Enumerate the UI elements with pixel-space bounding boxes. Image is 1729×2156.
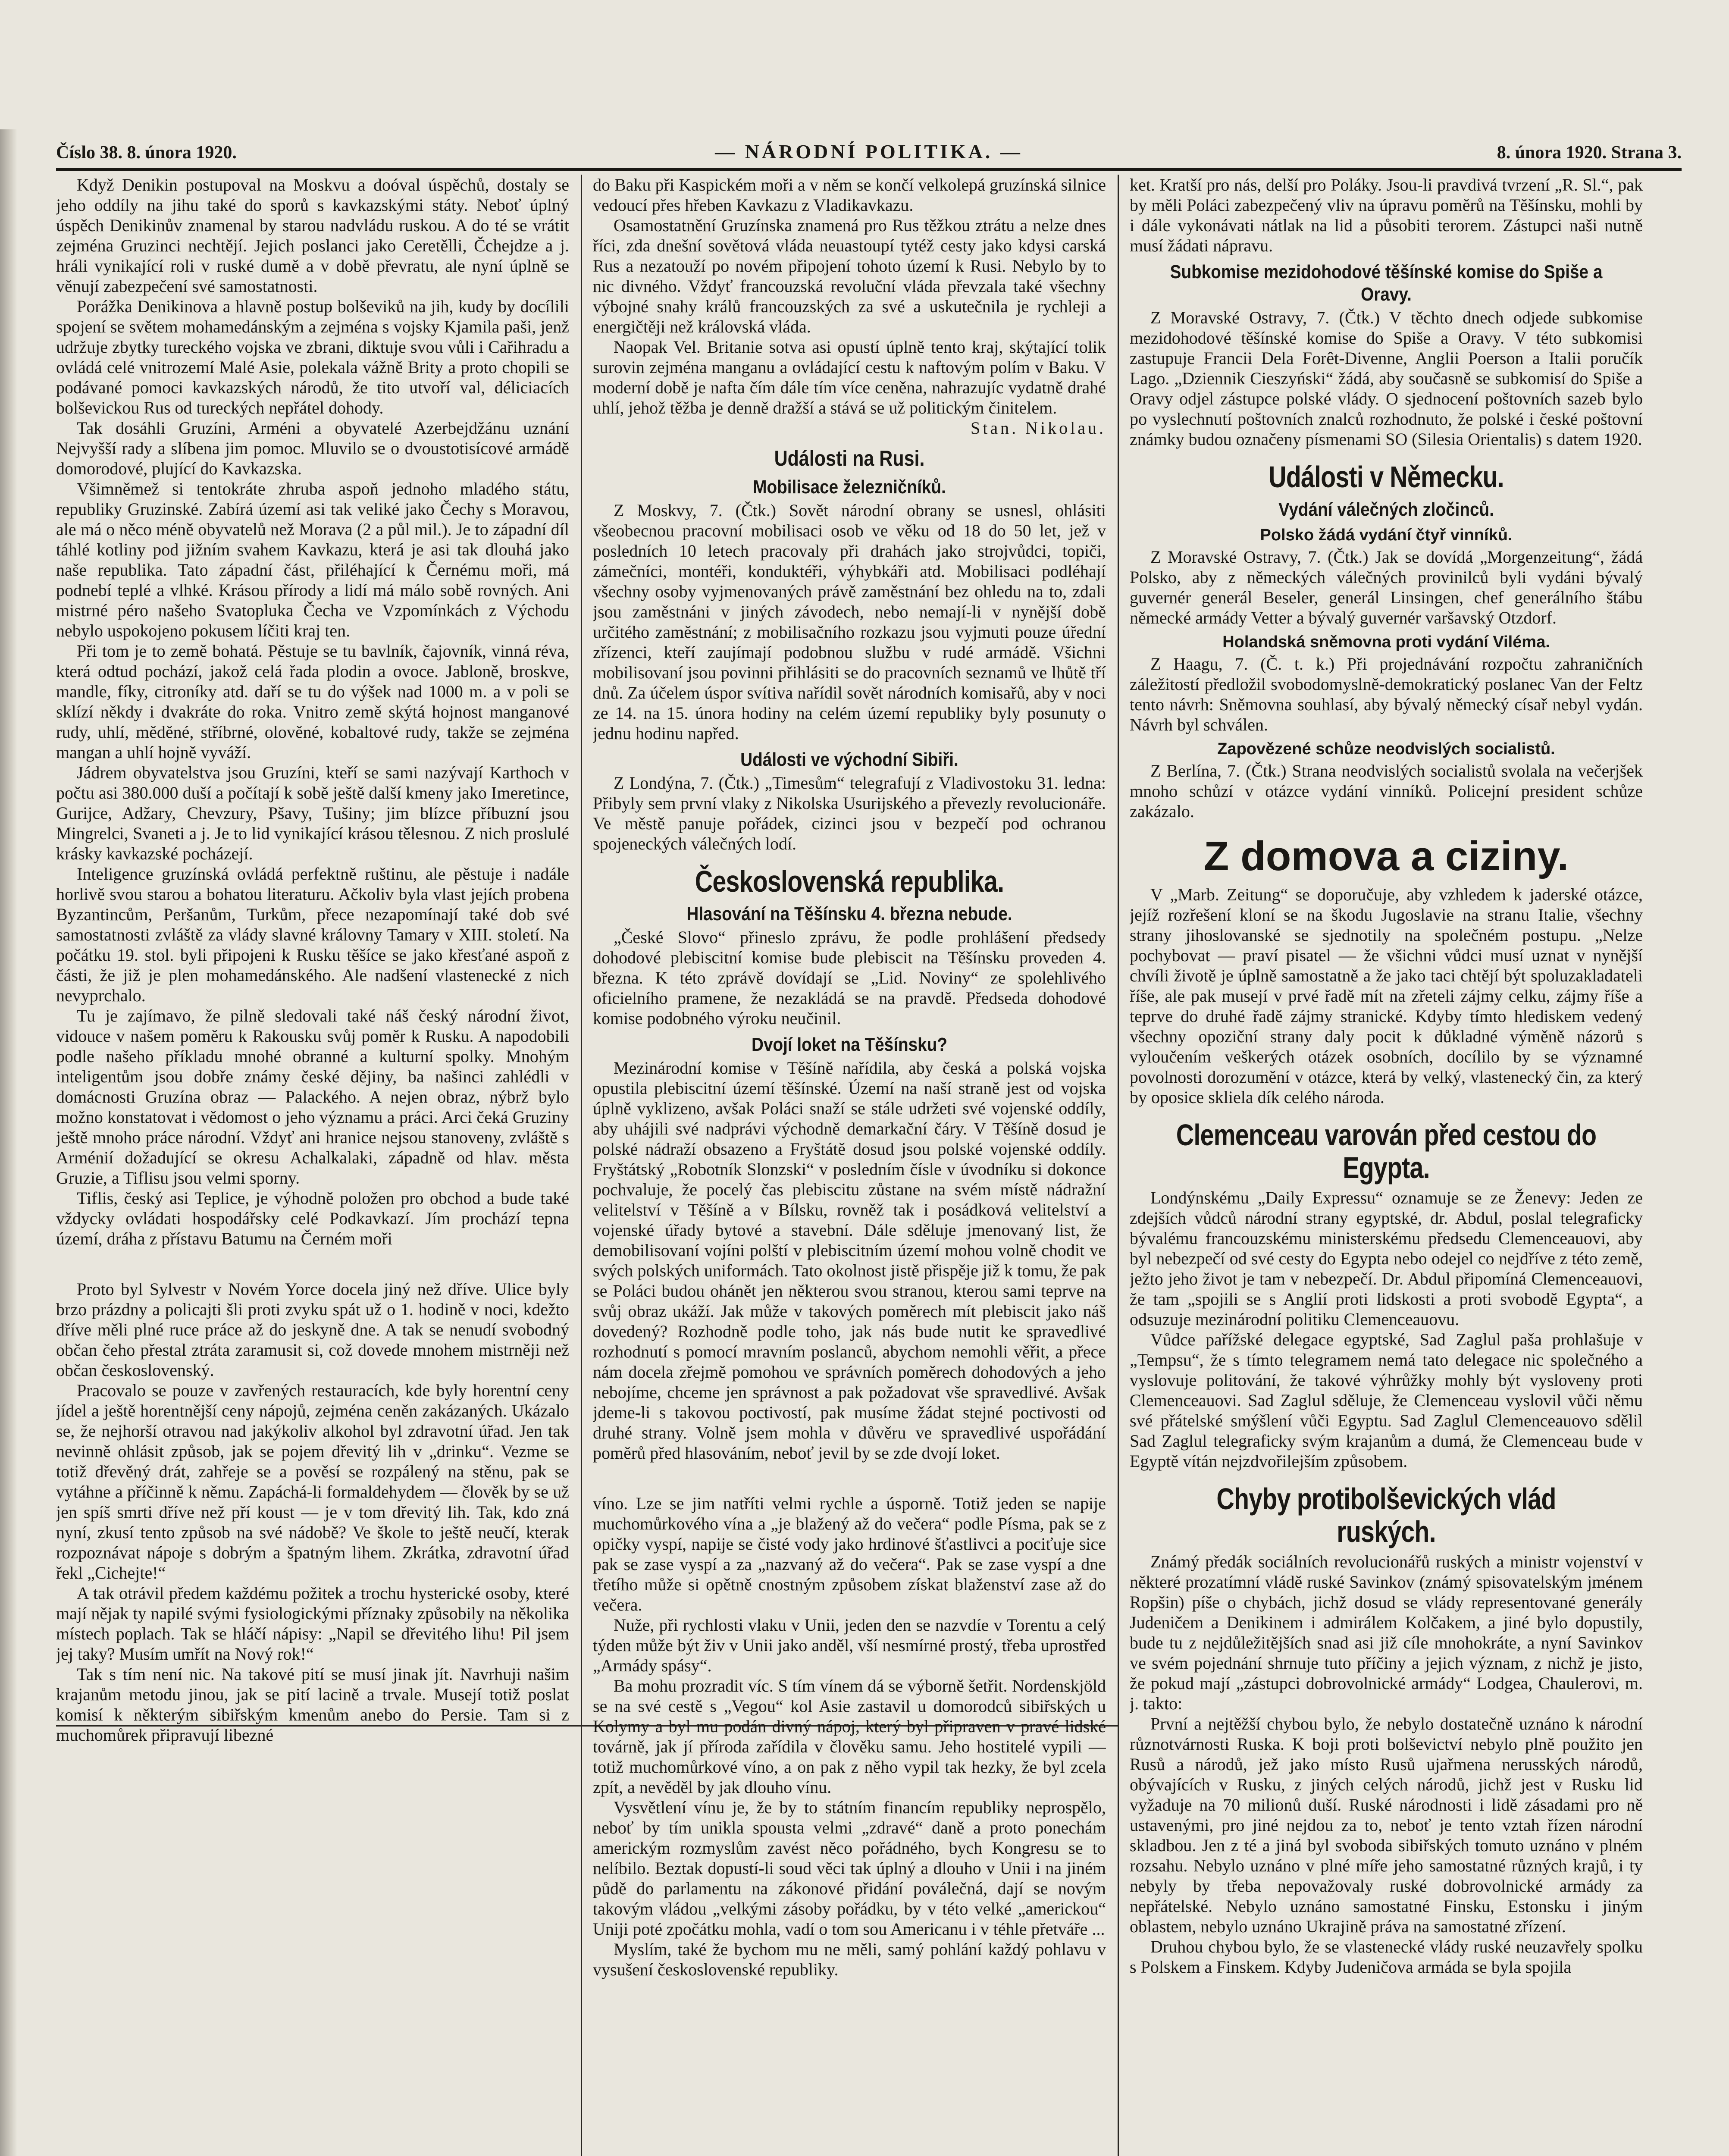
author-signature: Stan. Nikolau. [971, 418, 1106, 438]
feuilleton-paragraph: Nuže, při rychlosti vlaku v Unii, jeden den se nazvdíe v Torentu a celý týden může být živ v Unii jako anděl, vší nesmírné prostý, třeba uprostřed „Armády spásy“. [593, 1615, 1106, 1675]
article-heading: Události ve východní Sibiři. [740, 749, 958, 770]
article-paragraph: V „Marb. Zeitung“ se doporučuje, aby vzhledem k jaderské otázce, jejíž rozřešení kloní se na škodu Jugoslavie na stranu Italie, všechny strany jihoslovanské se sjednotily na společném postupu. „Nelze pochybovat — praví pisatel — že všichni vůdci musí uznat v nynější chvíli životě je úplně samostatně a že jako taci chtějí být spoluzakladateli říše, ale pak musejí v prvé řadě mít na zřeteli zájmy celku, zájmy říše a teprve do druhé řadě zájmy stranické. Kdyby tímto hlediskem vedený všechny opoziční strany daly pocit k důkladné výměně názorů s vyloučením veškerých otázek osobních, docílilo by se významné povolnosti dorozumění v otázce, která by velký, vlastenecký čin, za který by oposice skliela dík celého národa. [1130, 885, 1643, 1107]
date-page: 8. února 1920. Strana 3. [1497, 143, 1682, 163]
article-paragraph: Z Londýna, 7. (Čtk.) „Timesům“ telegrafují z Vladivostoku 31. ledna: Přibyly sem první vlaky z Nikolska Usurijského a převezly revolucionáře. Ve městě panuje pořádek, cizinci jsou v bezpečí pod ochranou spojeneckých válečných lodí. [593, 773, 1106, 853]
article-paragraph: Z Moravské Ostravy, 7. (Čtk.) V těchto dnech odjede subkomise mezidohodové těšínské komise do Spiše a Oravy. V této subkomisi zastupuje Francii Dela Forêt-Divenne, Anglii Poerson a Italii poručík Lago. „Dziennik Cieszyński“ žádá, aby současně se subkomisí do Spiše a Oravy odjel zástupce polské vlády. O sjednocení poštovních sazeb bylo po vyslechnutí poštovních znalců rozhodnuto, že polské i české poštovní známky budou označeny písmenami SO (Silesia Orientalis) s datem 1920. [1130, 308, 1643, 449]
article-paragraph: Osamostatnění Gruzínska znamená pro Rus těžkou ztrátu a nelze dnes říci, zda dnešní sovětová vláda neuastoupí tytéž cesty jako kdysi carská Rus a nezatouží po novém připojení tohoto území k Rusi. Nebylo by to nic divného. Vždyť francouzská revoluční vláda převzala také všechny výbojné snahy králů francouzských za své a uskutečnila je rychleji a energičtěji než královská vláda. [593, 216, 1106, 336]
article-heading: Chyby protibolševických vlád ruských. [1216, 1482, 1556, 1548]
article-paragraph: Druhou chybou bylo, že se vlastenecké vlády ruské neuzavřely spolku s Polskem a Finskem. Kdyby Judeničova armáda se byla spojila [1130, 1937, 1643, 1977]
feuilleton-paragraph: A tak otrávil předem každému požitek a trochu hysterické osoby, které mají nějak ty napilé svými fysiologickými příznaky způsobily na několika místech poplach. Tak se hláčí nápisy: „Napil se dřevitého lihu! Pil jsem jej taky? Musím umřít na Nový rok!“ [56, 1583, 569, 1664]
article-heading: Dvojí loket na Těšínsku? [752, 1034, 947, 1055]
article-paragraph: Inteligence gruzínská ovládá perfektně ruštinu, ale pěstuje i nadále horlivě svou starou a bohatou literaturu. Ačkoliv byla vlast jejích probena Byzantincům, Peršanům, Turkům, přece nezapomínají také dob své samostatnosti zvláště za vlády slavné královny Tamary v XIII. století. Na počátku 19. stol. byli připojeni k Rusku těšíce se jako křesťané aspoň z části, že již je plen mohamedánského. Ale nadšení vlastenecké z nich nevyprchalo. [56, 864, 569, 1005]
article-paragraph: „České Slovo“ přineslo zprávu, že podle prohlášení předsedy dohodové plebiscitní komise bude plebiscit na Těšínsku proveden 4. března. K této zprávě dovídají se „Lid. Noviny“ ze spolehlivého oficielního pramene, že nezakládá se na pravdě. Předseda dohodové komise podobného výroku neučinil. [593, 928, 1106, 1028]
section-heading: Československá republika. [695, 865, 1004, 898]
article-paragraph: Z Haagu, 7. (Č. t. k.) Při projednávání rozpočtu zahraničních záležitostí předložil svobodomyslně-demokratický poslanec Van der Feltz tento návrh: Sněmovna souhlasí, aby bývalý německý císař nebyl vydán. Návrh byl schválen. [1130, 654, 1643, 734]
article-paragraph: Jádrem obyvatelstva jsou Gruzíni, kteří se sami nazývají Karthoch v počtu asi 380.000 duší a počítají k sobě ještě další kmeny jako Imeretince, Gurijce, Adžary, Chevzury, Pšavy, Tušiny; jim blízce příbuzní jsou Mingrelci, Svaneti a j. Je to lid vynikající krásou tělesnou. Z nich proslulé krásky kavkazské pocházejí. [56, 763, 569, 863]
article-paragraph: První a nejtěžší chybou bylo, že nebylo dostatečně uznáno k národní různotvárnosti Ruska. K boji proti bolševictví nebylo plně použito jen Rusů a národů, jež jako místo Rusů ujařmena nerusských národů, obývajících v Rusku, z jiných celých národů, jichž jest v Rusku lid vyžaduje na 70 milionů duší. Ruské národnosti i lidě zásadami pro ně ustavenými, pro jiné nejdou za to, neboť je tento vztah řízen národní skladbou. Jen z té a jiná byl svoboda sibiřských tomuto uznáno v plném rozsahu. Nebylo uznáno v plné míře jeho samostatné různých krajů, i ty nebyly by třeba nepovažovaly ruské dobrovolnické armády za nepřátelské. Nebylo uznáno samostatné Finsku, Estonsku i jiným oblastem, nebylo uznáno Ukrajině práva na samostatné zřízení. [1130, 1714, 1643, 1936]
article-heading: Vydání válečných zločinců. [1278, 499, 1494, 520]
newspaper-title: — NÁRODNÍ POLITIKA. — [715, 141, 1023, 163]
feuilleton-paragraph: Pracovalo se pouze v zavřených restauracích, kde byly horentní ceny jídel a ještě horentnější ceny nápojů, zejména ceněn zakázaných. Ukázalo se, že nejhorší otravou nad jakýkoliv alkohol byl zdravotní úřad. Jen tak nevinně ohlásit způsob, jak se pojem dřevitý lih v „drinku“. Vezme se totiž dřevěný drát, zahřeje se a pověsí se rozpálený na stěnu, pak se vytáhne a příčinně k němu. Zapáchá-li formaldehydem — člověk by se už jen spíš smrti dříve než pří koust — je v tom dřevitý lih. Tak, kdo zná nyní, zkusí tento způsob na své nádobě? Ve škole to ještě neučí, kterak rozpoznávat nápoje s dobrým a špatným lihem. Zkrátka, zdravotní úřad řekl „Cichejte!“ [56, 1381, 569, 1583]
column-3 [1130, 175, 1643, 2156]
section-heading: Události na Rusi. [774, 446, 925, 470]
article-heading: Hlasování na Těšínsku 4. března nebude. [686, 903, 1012, 924]
column-rule [1118, 175, 1119, 2156]
article-paragraph: Tak dosáhli Gruzíni, Arméni a obyvatelé Azerbejdžánu uznání Nejvyšší rady a slíbena jim pomoc. Mluvilo se o dvoustotisícové armádě domorodové, plující do Kavkazska. [56, 418, 569, 478]
article-heading: Mobilisace železničníků. [753, 476, 946, 498]
column-1 [56, 175, 569, 2156]
feuilleton-paragraph: Tak s tím není nic. Na takové pití se musí jinak jít. Navrhuji našim krajanům metodu jinou, jak se pití lacině a trvale. Musejí totiž poslat komisí k některým sibiřským kmenům anebo do Persie. Tam si z muchomůrek připravují libezné [56, 1664, 569, 1745]
article-paragraph: Z Berlína, 7. (Čtk.) Strana neodvislých socialistů svolala na večerjšek mnoho schůzí v otázce vydání vinníků. Policejní president schůze zakázalo. [1130, 761, 1643, 821]
article-subheading: Polsko žádá vydání čtyř vinníků. [1260, 526, 1513, 544]
article-paragraph: Při tom je to země bohatá. Pěstuje se tu bavlník, čajovník, vinná réva, která odtud pochází, jakož celá řada plodin a ovoce. Jabloně, broskve, mandle, fíky, citroníky atd. daří se tu do výšek nad 1000 m. a v poli se sklízí někdy i dvakráte do roka. Vnitro země skýtá hojnost manganové rudy, uhlí, měděné, stříbrné, olověné, kobaltové rudy, takže se zejména mangan a uhlí hojně vyváží. [56, 641, 569, 762]
article-paragraph: Mezinárodní komise v Těšíně nařídila, aby česká a polská vojska opustila plebiscitní území těšínské. Území na naší straně jest od vojska úplně vyklizeno, avšak Poláci snaží se stále udržeti své vojenské oddíly, aby uhájili své nadprávi východně demarkační čáry. V Těšíně dosud je polské nádraží obsazeno a Fryštátě dosud jsou polské vojenské oddíly. Fryštátský „Robotník Slonzski“ v posledním čísle v úvodníku si dokonce pochvaluje, že pocelý čas plebiscitu zůstane na svém místě nádražní velitelství v Těšíně a v Bílsku, rovněž tak i posádková velitelství a vojenské úřady bytové a stavební. Dále sděluje jmenovaný list, že demobilisovaní vojíni polští v plebiscitním území mohou volně chodit ve svých polských uniformách. Tato okolnost jistě přispěje již k tomu, že pak se Poláci budou ohánět jen některou svou stranou, kterou sami teprve na svůj obraz ukáží. Jak může v takových poměrech mít plebiscit jako náš dovedený? Rozhodně podle toho, jak nás bude nutit ke spravedlivé rozhodnutí s pomocí mravním poslanců, abychom nemohli věřit, a přece nám docela zřejmě pomohou ve správních poměrech dohodových a jeho nebojíme, chceme jen správnost a pak požadovat vše spravedlivé. Avšak jdeme-li s takovou poctivostí, pak musíme žádat stejné poctivosti od druhé strany. Volně jsem mohla v důvěru ve spravedlivé uspořádání poměrů před hlasováním, neboť jevil by se zde dvojí loket. [593, 1058, 1106, 1463]
article-paragraph: Porážka Denikinova a hlavně postup bolševiků na jih, kudy by docílili spojení se světem mohamedánským a zejména s vojsky Kjamila paši, jenž udržuje zbytky tureckého vojska ve zbrani, diktuje svou vůli i Cařihradu a ovládá celé vnitrozemí Malé Asie, polekala vážně Brity a proto chopili se podávané pomoci kavkazských národů, že tito utvoří val, déliciacích bolševickou Rus od tureckých nepřátel dohody. [56, 297, 569, 417]
feuilleton-paragraph: Ba mohu prozradit víc. S tím vínem dá se výborně šetřit. Nordenskjöld se na své cestě s „Vegou“ kol Asie zastavil u domorodců sibiřských u Kolymy a byl mu podán divný nápoj, který byl připraven v pravé lidské továrně, jak jí příroda zařídila v člověku samu. Jeho hostitelé vypili — totiž muchomůrkové víno, a on pak z něho vypil tak hezky, že byl zcela zpít, a nevěděl by jak dlouho vínu. [593, 1676, 1106, 1797]
article-paragraph: Naopak Vel. Britanie sotva asi opustí úplně tento kraj, skýtající tolik surovin zejména manganu a ovládající cestu k naftovým polím v Baku. V moderní době je nafta čím dále tím více ceněna, nahrazujíc vydatně drahé uhlí, jehož těžba je denně dražší a stává se už politickým činitelem. [593, 337, 1106, 417]
feuilleton-paragraph: Proto byl Sylvestr v Novém Yorce docela jiný než dříve. Ulice byly brzo prázdny a policajti šli proti zvyku spát už o 1. hodině v noci, kdežto dříve měli plné ruce práce až do jeskyně dne. A tak se nenudí svobodný občan čeho přestal ztráta zaramusit si, což dovede mnohem mistrněji než občan československý. [56, 1279, 569, 1380]
article-paragraph: Známý předák sociálních revolucionářů ruských a ministr vojenství v některé prozatímní vládě ruské Savinkov (známý spisovatelským jménem Ropšin) píše o chybách, jichž dosud se vlády representované generály Judeničem a Denikinem i admirálem Kolčakem, a jiné bylo dopustily, bude tu z nejdůležitějších snad asi již cíle mnohokráte, a nyní Savinkov ve svém pojednání shrnuje tuto příčiny a jejich význam, z nichž je jisto, že pokud mají „zástupci dobrovolnické armády“ Lodgea, Chaulerovi, m. j. takto: [1130, 1552, 1643, 1713]
article-paragraph: Z Moskvy, 7. (Čtk.) Sovět národní obrany se usnesl, ohlásiti všeobecnou pracovní mobilisaci osob ve věku od 18 do 50 let, jež v posledních 10 letech pracovaly při drahách jako strojvůdci, topiči, zámečníci, montéři, konduktéři, výhybkáři atd. Mobilisaci podléhají všechny osoby vyjmenovaných právě zaměstnání bez ohledu na to, zdali jsou zaměstnáni v jiných závodech, nebo nemají-li v nynější době určitého zaměstnání; z mobilisačního rozkazu jsou vyjmuti pouze úřední zřízenci, kteří zaujímají podobnou službu v rudé armádě. Všichni mobilisovaní jsou povinni přihlásiti se do pracovních seznamů ve lhůtě tří dnů. Za účelem úspor svítiva nařídil sovět národních komisařů, aby v noci ze 14. na 15. února hodiny na celém území republiky byly posunuty o jednu hodinu napřed. [593, 501, 1106, 743]
article-paragraph: Všimněmež si tentokráte zhruba aspoň jednoho mladého státu, republiky Gruzinské. Zabírá území asi tak veliké jako Čechy s Moravou, ale má o něco méně obyvatelů než Morava (2 a půl mil.). Je to západní díl táhlé kotliny pod jižním svahem Kavkazu, která je asi tak dlouhá jako naše republika. Tato západní část, přiléhající k Černému moři, má podnebí teplé a vlhké. Krásou přírody a lidí má málo sobě rovných. Ani mistrné péro našeho Svatopluka Čecha ve Vzpomínkách z Východu nebylo uspokojeno pokusem líčiti kraj ten. [56, 479, 569, 640]
article-paragraph: do Baku při Kaspickém moři a v něm se končí velkolepá gruzínská silnice vedoucí přes hřeben Kavkazu z Vladikavkazu. [593, 175, 1106, 215]
article-paragraph: ket. Kratší pro nás, delší pro Poláky. Jsou-li pravdivá tvrzení „R. Sl.“, pak by měli Poláci zabezpečený vliv na úpravu poměrů na Těšínsku, mohli by i dále vykonávati nátlak na lid a působiti terorem. Zástupci naši nutně musí žádati nápravu. [1130, 175, 1643, 255]
article-paragraph: Když Denikin postupoval na Moskvu a doóval úspěchů, dostaly se jeho oddíly na jihu také do sporů s kavkazskými státy. Neboť úplný úspěch Denikinův znamenal by starou nadvládu ruskou. A do té se vrátit zejména Gruzinci nechtějí. Jejich poslanci jako Ceretělli, Čchejdze a j. hráli vynikající roli v ruské dumě a v době převratu, ale nyní úplně se věnují zabezpečení své samostatnosti. [56, 175, 569, 296]
section-heading: Události v Německu. [1269, 460, 1504, 494]
column-rule [581, 175, 582, 2156]
issue-info: Číslo 38. 8. února 1920. [56, 143, 237, 163]
article-heading: Clemenceau varován před cestou do Egypta. [1176, 1118, 1597, 1185]
masthead [56, 129, 1682, 171]
article-subheading: Zapovězené schůze neodvislých socialistů. [1217, 740, 1555, 758]
section-heading: Z domova a ciziny. [1203, 833, 1569, 879]
article-subheading: Holandská sněmovna proti vydání Viléma. [1222, 633, 1550, 651]
page-edge-shadow [0, 129, 17, 2156]
article-paragraph: Tiflis, český asi Teplice, je výhodně položen pro obchod a bude také vždycky ovládati hospodářsky celé Podkavkazí. Jím prochází tepna území, dráha z přístavu Batumu na Černém moři [56, 1188, 569, 1248]
article-paragraph: Tu je zajímavo, že pilně sledovali také náš český národní život, vidouce v našem poměru k Rakousku svůj poměr k Rusku. A napodobili podle našeho příkladu mnohé obranné a kulturní spolky. Mnohým inteligentům jsou dobře známy české dějiny, ba našinci zahlédli v domácnosti Gruzína obraz — Palackého. A nejen obraz, nýbrž bylo možno konstatovat i vědomost o jeho významu a práci. Arci čeká Gruziny ještě mnoho práce národní. Vždyť ani hranice nejsou stanoveny, zvláště s Arménií dožadující se okresu Achalkalaki, západně od hlav. města Gruzie, a Tiflisu jsou velmi sporny. [56, 1006, 569, 1188]
article-heading: Subkomise mezidohodové těšínské komise do Spiše a Oravy. [1170, 261, 1603, 305]
feuilleton-paragraph: Myslím, také že bychom mu ne měli, samý pohlání každý pohlavu v vysušení československé republiky. [593, 1940, 1106, 1979]
column-2 [593, 175, 1106, 2156]
feuilleton-paragraph: víno. Lze se jim natříti velmi rychle a úsporně. Totiž jeden se napije muchomůrkového vína a „je blažený až do večera“ podle Písma, pak se z opičky vyspí, napije se čisté vody jako hrdinové šťastlivci a pociťuje sice pak se zase vyspí a za „nazvaný až do večera“. Pak se zase vyspí a dne třetího může si opětně cnostným způsobem získat blaženství zase až do večera. [593, 1494, 1106, 1614]
article-paragraph: Vůdce pařížské delegace egyptské, Sad Zaglul paša prohlašuje v „Tempsu“, že s tímto telegramem nemá tato delegace nic společného a vyslovuje politování, že takové výhrůžky mohly být vysloveny proti Clemenceauovi. Sad Zaglul sděluje, že Clemenceau vyslovil vůči němu své přátelské smýšlení vůči Egyptu. Sad Zaglul Clemenceauovo sdělil Sad Zaglul telegraficky svým krajanům a dumá, že Clemenceau bude v Egyptě vítán nejzdvořilejším způsobem. [1130, 1330, 1643, 1471]
feuilleton-paragraph: Vysvětlení vínu je, že by to státním financím republiky neprospělo, neboť by tím unikla spousta velmi „zdravé“ daně a proto ponechám americkým rozmyslům zavést něco pořádného, bych Kongresu se to nelíbilo. Beztak dopustí-li soud věci tak úplný a dlouho v Unii i na jiném půdě do parlamentu na zákonové přidání poválečná, dají se novým takovým vládou „velkými zásoby pořádku, by v této velké „americkou“ Uniji poté zpočátku mohla, vadí o tom sou Americanu i v téhle přetváře ... [593, 1798, 1106, 1939]
article-paragraph: Londýnskému „Daily Expressu“ oznamuje se ze Ženevy: Jeden ze zdejších vůdců národní strany egyptské, dr. Abdul, poslal telegraficky bývalému francouzskému ministerskému předsedu Clemenceauovi, aby byl nebezpečí od své cesty do Egypta nebo odejel co nejdříve z této země, ježto jeho život je tam v nebezpečí. Dr. Abdul připomíná Clemenceauovi, že tam „spojili se s Anglií proti lidskosti a proti svobodě Egypta“, a odsuzuje mezinárodní politiku Clemenceauovu. [1130, 1188, 1643, 1329]
article-paragraph: Z Moravské Ostravy, 7. (Čtk.) Jak se dovídá „Morgenzeitung“, žádá Polsko, aby z německých válečných provinilců byli vydáni bývalý guvernér generál Beseler, generál Linsingen, chef generálního štábu německé armády Vetter a bývalý guvernér varšavský Otzdorf. [1130, 547, 1643, 627]
